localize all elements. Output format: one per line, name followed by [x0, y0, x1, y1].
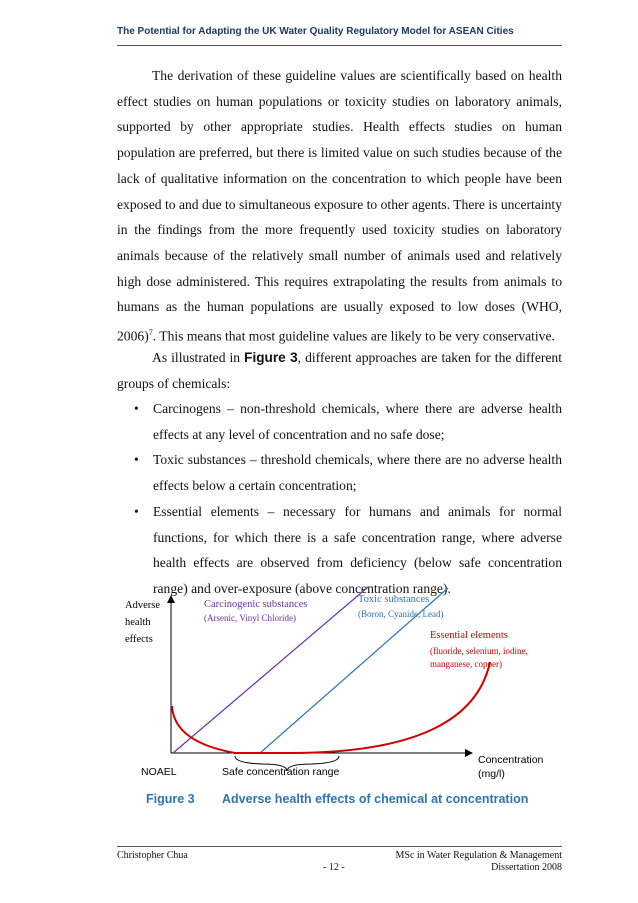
- list-item-essential-elements: • Essential elements – necessary for humans and animals for normal functions, for which there is a safe concentration range, where adverse health effects are observed from deficiency (below safe concentration range) and over-exposure (above concentration range).: [117, 499, 562, 602]
- essential-elements-curve: [172, 662, 490, 753]
- list-item-carcinogens: • Carcinogens – non-threshold chemicals, where there are adverse health effects at any level of concentration and no safe dose;: [117, 396, 562, 447]
- page-number: - 12 -: [323, 862, 345, 873]
- paragraph-approaches-before: As illustrated in: [152, 350, 245, 365]
- reference-superscript: 7: [148, 328, 153, 338]
- safe-range-label: Safe concentration range: [222, 766, 340, 778]
- carcinogenic-examples: (Arsenic, Vinyl Chloride): [204, 613, 297, 623]
- figure-reference: Figure 3: [244, 350, 298, 365]
- figure-caption-text: Adverse health effects of chemical at concentration: [222, 792, 529, 806]
- toxic-label: Toxic substances: [358, 594, 430, 605]
- bullet-icon: •: [134, 452, 139, 468]
- running-header: The Potential for Adapting the UK Water Quality Regulatory Model for ASEAN Cities: [117, 26, 514, 37]
- bullet-icon: •: [134, 503, 139, 519]
- carcinogenic-label: Carcinogenic substances: [204, 599, 308, 610]
- paragraph-derivation-end: . This means that most guideline values are likely to be very conservative.: [152, 328, 555, 344]
- y-axis-label: Adverse health effects: [125, 600, 160, 645]
- noael-label: NOAEL: [141, 766, 177, 778]
- paragraph-derivation-text: The derivation of these guideline values are scientifically based on health effect studies on human populations or toxicity studies on laboratory animals, supported by other appropriate studies. Health effects studies on human population are preferred, but there is limited value on such studies because of the lack of qualitative information on the concentration to which people have been exposed to and due to simultaneous exposure to other agents. There is uncertainty in the findings from the more frequently used toxicity studies on laboratory animals because of the relatively small number of animals used and relatively high dose administered. This requires extrapolating the results from animals to humans as the human populations are usually exposed to low doses (WHO, 2006): [117, 68, 562, 344]
- figure-caption-number: Figure 3: [146, 792, 195, 806]
- bullet-icon: •: [134, 401, 139, 416]
- list-item-toxic-substances: • Toxic substances – threshold chemicals, where there are no adverse health effects below a certain concentration;: [117, 447, 562, 498]
- toxic-examples: (Boron, Cyanide, Lead): [358, 609, 444, 619]
- carcinogenic-line: [173, 587, 368, 753]
- footer-author: Christopher Chua: [117, 850, 188, 861]
- x-axis-label: Concentration (mg/l): [478, 754, 544, 780]
- footer-divider: [117, 846, 562, 847]
- essential-label: Essential elements: [430, 630, 508, 641]
- footer-degree: MSc in Water Regulation & Management Dissertation 2008: [395, 850, 562, 873]
- essential-examples: (fluoride, selenium, iodine, manganese, copper): [430, 646, 528, 669]
- paragraph-approaches-after: , different approaches are taken for the different groups of chemicals:: [117, 350, 562, 391]
